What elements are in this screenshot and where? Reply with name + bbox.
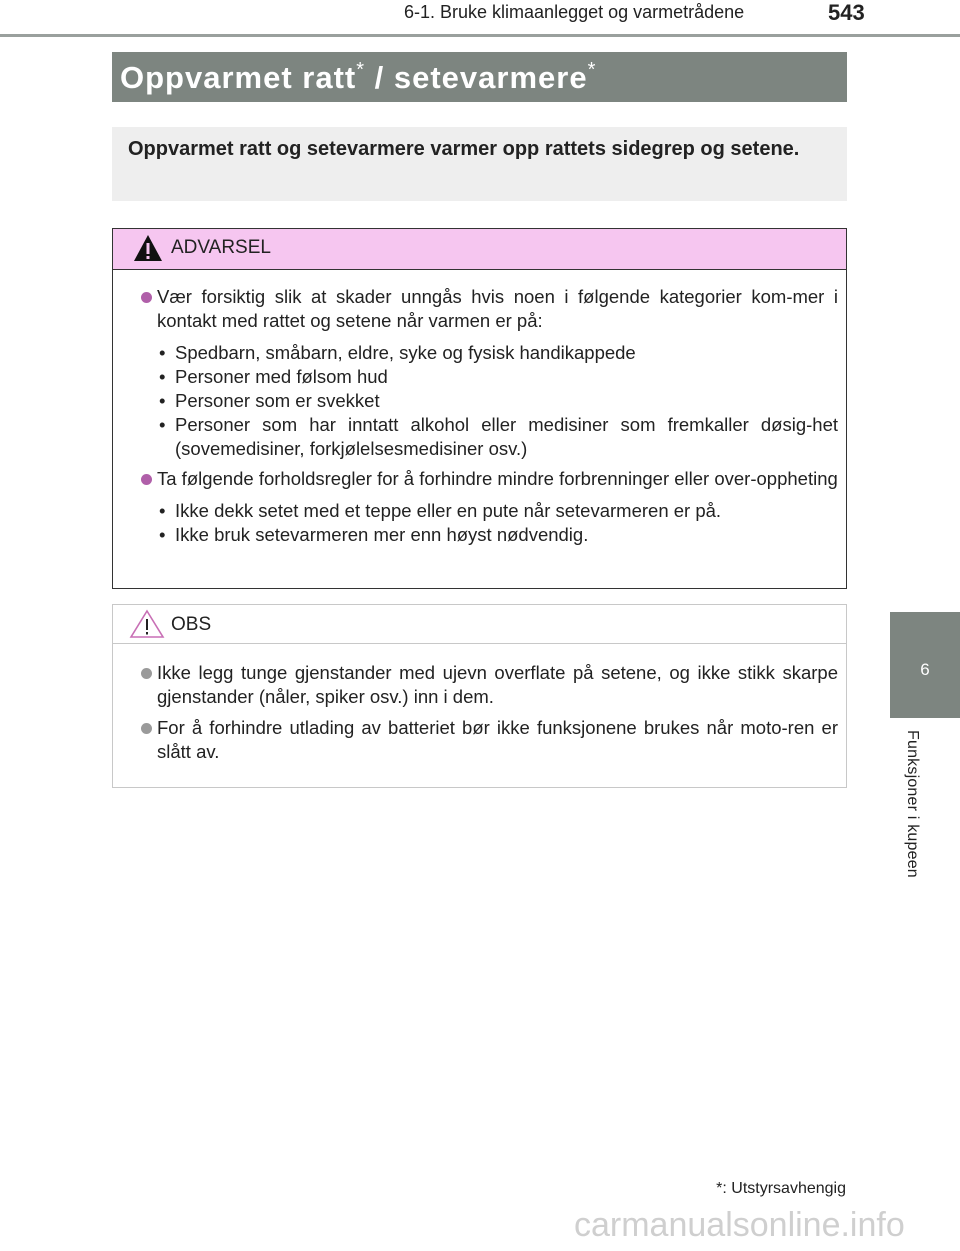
title-asterisk-1: *: [356, 58, 366, 81]
caution-triangle-outline-icon: [129, 609, 165, 639]
list-item: [113, 661, 838, 709]
sub-item-text: Ikke dekk setet med et teppe eller en pute når setevarmeren er på.: [175, 500, 722, 521]
intro-box: [112, 127, 847, 201]
bullet-icon: [141, 292, 152, 303]
title-part-2: setevarmere: [393, 59, 588, 95]
warning-item-text: Ta følgende forholdsregler for å forhindre mindre forbrenninger eller over-oppheting: [157, 468, 838, 489]
notice-list: [113, 661, 846, 764]
chapter-label: Funksjoner i kupeen: [904, 730, 921, 878]
warning-header: [113, 229, 846, 270]
warning-box: [112, 228, 847, 589]
notice-label: OBS: [171, 614, 212, 635]
list-item: [113, 716, 838, 764]
sub-list-item: [113, 365, 838, 389]
warning-triangle-icon: [133, 234, 163, 262]
footnote-text: : Utstyrsavhengig: [722, 1180, 846, 1197]
sub-list-item: [113, 499, 838, 523]
sub-item-text: Personer som er svekket: [175, 390, 380, 411]
title-part-1: Oppvarmet ratt: [120, 59, 357, 95]
sub-list-item: [113, 341, 838, 365]
warning-list: [113, 285, 846, 547]
notice-item-text: For å forhindre utlading av batteriet bør ikke funksjonene brukes når moto-ren er slått av.: [157, 717, 838, 762]
bullet-dot-icon: •: [159, 524, 166, 545]
bullet-icon: [141, 723, 152, 734]
title-asterisk-2: *: [587, 58, 597, 81]
sub-list-item: [113, 523, 838, 547]
list-item: [113, 467, 838, 491]
title-separator: /: [365, 59, 394, 95]
page-title: [120, 59, 596, 96]
watermark: carmanualsonline.info: [574, 1206, 905, 1244]
bullet-icon: [141, 668, 152, 679]
footnote-asterisk: *: [716, 1180, 723, 1197]
bullet-dot-icon: •: [159, 342, 166, 363]
chapter-tab: [890, 612, 960, 718]
bullet-icon: [141, 474, 152, 485]
intro-text: Oppvarmet ratt og setevarmere varmer opp rattets sidegrep og setene.: [128, 138, 800, 160]
chapter-number: 6: [920, 660, 930, 679]
sub-item-text: Personer med følsom hud: [175, 366, 388, 387]
section-title: 6-1. Bruke klimaanlegget og varmetrådene: [404, 2, 745, 22]
notice-item-text: Ikke legg tunge gjenstander med ujevn overflate på setene, og ikke stikk skarpe gjenstander (nåler, spiker osv.) inn i dem.: [157, 662, 838, 707]
sub-item-text: Spedbarn, småbarn, eldre, syke og fysisk handikappede: [175, 342, 636, 363]
list-item: [113, 285, 838, 333]
footnote: [716, 1180, 846, 1198]
bullet-dot-icon: •: [159, 390, 166, 411]
sub-item-text: Personer som har inntatt alkohol eller medisiner som fremkaller døsig-het (sovemedisiner, forkjølelsesmedisiner osv.): [175, 414, 838, 459]
warning-label: ADVARSEL: [171, 237, 271, 258]
bullet-dot-icon: •: [159, 414, 166, 435]
sub-list-item: [113, 389, 838, 413]
notice-header: [113, 605, 846, 644]
warning-item-text: Vær forsiktig slik at skader unngås hvis noen i følgende kategorier kom-mer i kontakt med rattet og setene når varmen er på:: [157, 286, 838, 331]
bullet-dot-icon: •: [159, 500, 166, 521]
title-bar: [112, 52, 847, 102]
sub-item-text: Ikke bruk setevarmeren mer enn høyst nødvendig.: [175, 524, 589, 545]
sub-list-item: [113, 413, 838, 461]
header-rule: [0, 34, 960, 37]
page-number: 543: [828, 0, 865, 25]
bullet-dot-icon: •: [159, 366, 166, 387]
notice-box: [112, 604, 847, 788]
